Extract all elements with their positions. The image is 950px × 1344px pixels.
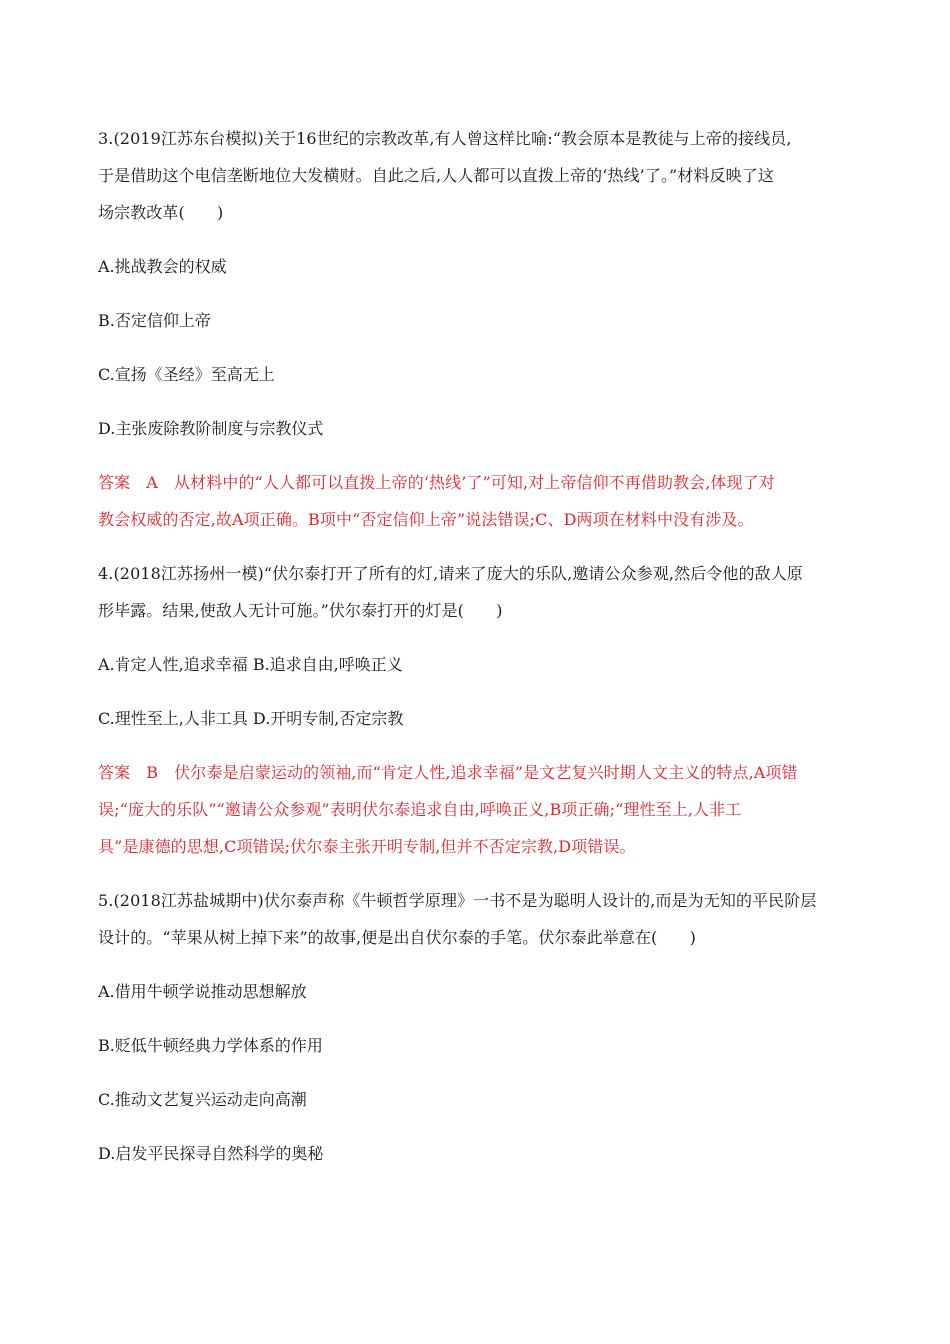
question-3-option-c: C.宣扬《圣经》至高无上 <box>98 365 275 384</box>
question-4-answer-line-1: 答案 B 伏尔泰是启蒙运动的领袖,而“肯定人性,追求幸福”是文艺复兴时期人文主义的特点,A项错 <box>98 763 798 782</box>
question-5-option-b: B.贬低牛顿经典力学体系的作用 <box>98 1036 323 1055</box>
question-3-option-a: A.挑战教会的权威 <box>98 257 227 276</box>
question-3-answer <box>98 464 854 538</box>
question-4-answer-line-2: 误;“庞大的乐队”“邀请公众参观”表明伏尔泰追求自由,呼唤正义,B项正确;“理性至上,人非工 <box>98 800 742 819</box>
question-5-option-a: A.借用牛顿学说推动思想解放 <box>98 982 307 1001</box>
question-4-options-row-2: C.理性至上,人非工具 D.开明专制,否定宗教 <box>98 709 404 728</box>
question-3-line-2: 于是借助这个电信垄断地位大发横财。自此之后,人人都可以直拨上帝的‘热线’了。”材料反映了这 <box>98 166 774 185</box>
question-4 <box>98 555 854 629</box>
question-3 <box>98 120 854 231</box>
question-3-answer-line-1: 答案 A 从材料中的“人人都可以直拨上帝的‘热线’了”可知,对上帝信仰不再借助教会,体现了对 <box>98 473 775 492</box>
question-5-option-d: D.启发平民探寻自然科学的奥秘 <box>98 1144 324 1163</box>
question-3-answer-line-2: 教会权威的否定,故A项正确。B项中“否定信仰上帝”说法错误;C、D两项在材料中没有涉及。 <box>98 510 754 529</box>
question-4-answer-line-3: 具”是康德的思想,C项错误;伏尔泰主张开明专制,但并不否定宗教,D项错误。 <box>98 837 636 856</box>
question-4-options-row-1: A.肯定人性,追求幸福 B.追求自由,呼唤正义 <box>98 655 403 674</box>
question-3-line-1: 3.(2019江苏东台模拟)关于16世纪的宗教改革,有人曾这样比喻:“教会原本是教徒与上帝的接线员, <box>98 129 792 148</box>
question-4-line-1: 4.(2018江苏扬州一模)“伏尔泰打开了所有的灯,请来了庞大的乐队,邀请公众参观,然后令他的敌人原 <box>98 564 803 583</box>
question-5-line-2: 设计的。“苹果从树上掉下来”的故事,便是出自伏尔泰的手笔。伏尔泰此举意在( ) <box>98 928 696 947</box>
question-3-line-3: 场宗教改革( ) <box>98 203 224 222</box>
question-5-option-c: C.推动文艺复兴运动走向高潮 <box>98 1090 307 1109</box>
question-5 <box>98 882 854 956</box>
document-page <box>98 120 854 1172</box>
question-3-option-b: B.否定信仰上帝 <box>98 311 211 330</box>
question-4-line-2: 形毕露。结果,使敌人无计可施。”伏尔泰打开的灯是( ) <box>98 601 503 620</box>
question-4-answer <box>98 754 854 865</box>
question-3-option-d: D.主张废除教阶制度与宗教仪式 <box>98 419 324 438</box>
question-5-line-1: 5.(2018江苏盐城期中)伏尔泰声称《牛顿哲学原理》一书不是为聪明人设计的,而是为无知的平民阶层 <box>98 891 817 910</box>
